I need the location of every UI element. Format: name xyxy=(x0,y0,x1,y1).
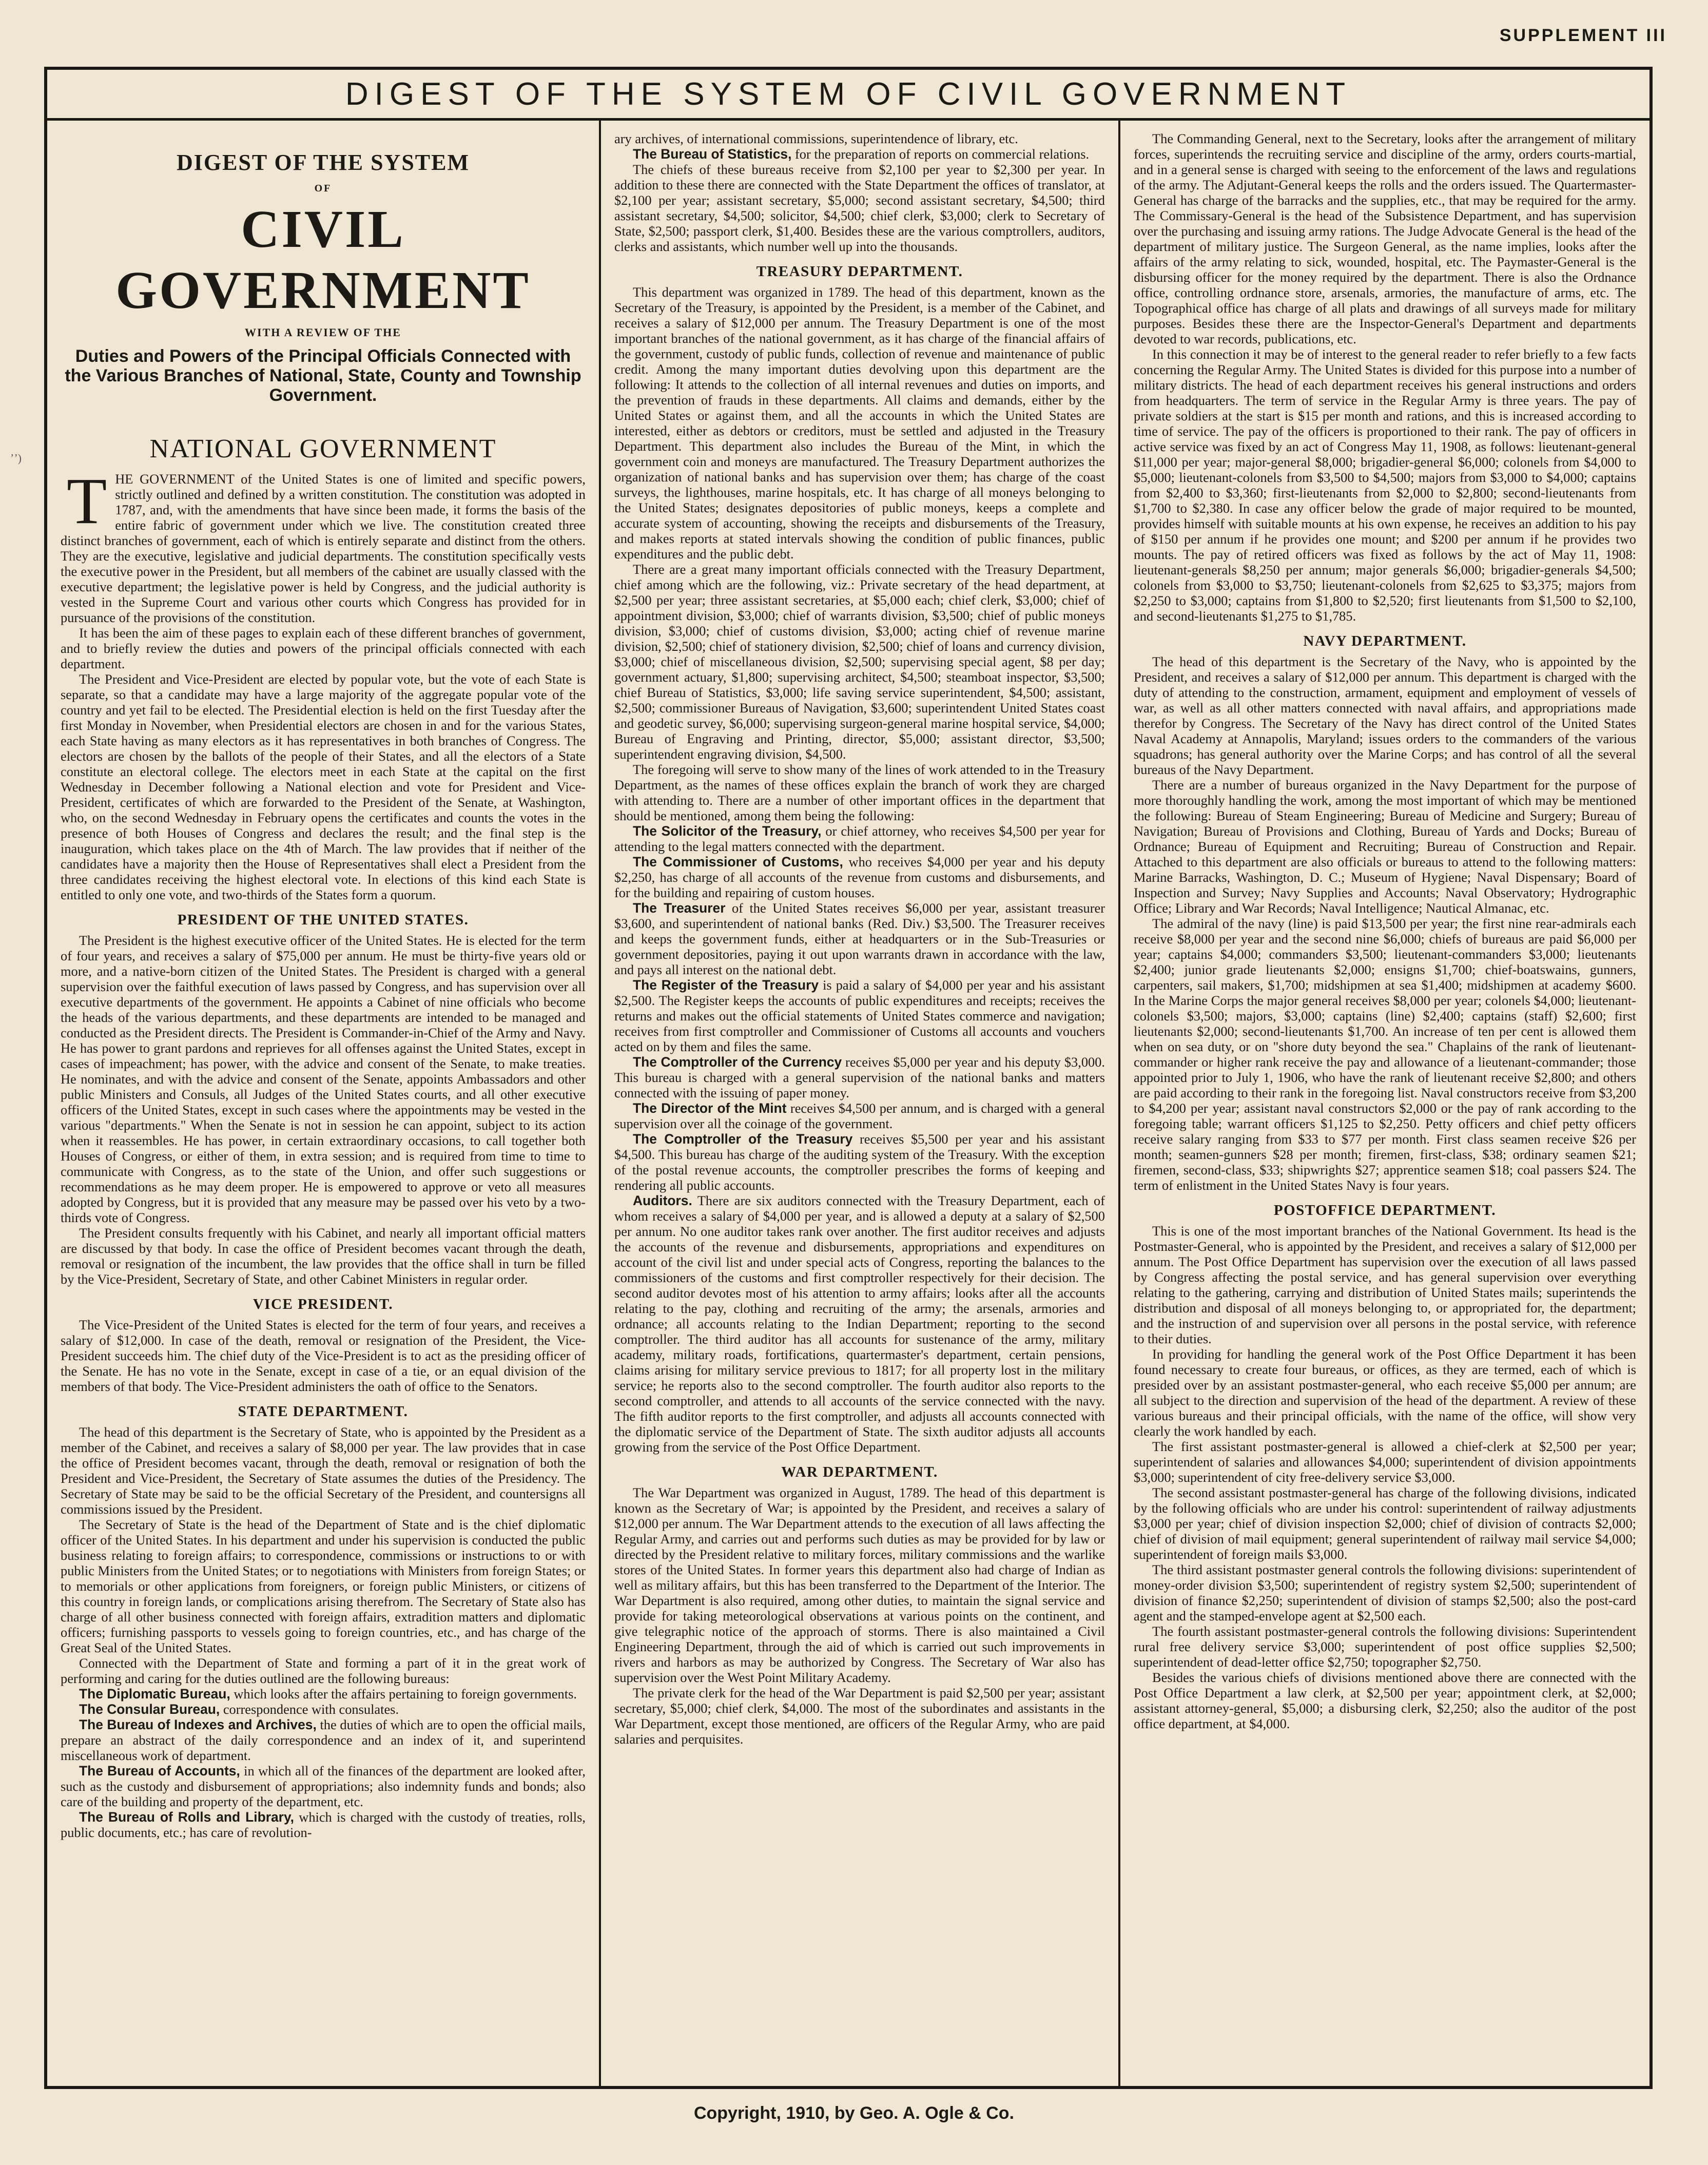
paragraph: ary archives, of international commissions, superintendence of library, etc. xyxy=(614,131,1018,146)
heading-vice-president: VICE PRESIDENT. xyxy=(253,1296,394,1312)
paragraph xyxy=(614,823,1105,854)
bureau-text: which is charged with the custody of treaties, rolls, public documents, etc.; has care of revolution- xyxy=(61,1809,586,1840)
copyright-line: Copyright, 1910, by Geo. A. Ogle & Co. xyxy=(693,2103,1015,2123)
paragraph: In providing for handling the general work of the Post Office Department it has been found necessary to create four bureaus, or offices, as they are termed, each of which is presided over by an assistant postmaster-general, who each receive $5,000 per annum; are all subject to the direction and supervision of the head of the department. A review of these various bureaus and their principal officials, with the name of the office, will show very clearly the work handled by each. xyxy=(1134,1346,1636,1439)
drop-cap: T xyxy=(67,471,107,537)
paragraph: The private clerk for the head of the War Department is paid $2,500 per year; assistant secretary, $5,000; chief clerk, $4,000. The most of the subordinates and assistants in the War Department, except those mentioned, are officers of the Regular Army, who are paid salaries and perquisites. xyxy=(614,1685,1105,1747)
bureau-name: The Consular Bureau, xyxy=(79,1702,220,1717)
bureau-text: for the preparation of reports on commercial relations. xyxy=(791,146,1090,162)
paragraph: There are a great many important officials connected with the Treasury Department, chief among which are the following, viz.: Private secretary of the head department, at $2,500 per year; three assistant secretaries, at $5,000 each; chief clerk, $3,000; chief of appointment division, $3,000; chief of warrants division, $3,500; chief of public moneys division, $3,000; chief of customs division, $3,000; acting chief of revenue marine division, $2,500; chief of stationery division, $2,500; chief of loans and currency division, $3,000; chief of miscellaneous division, $2,500; supervising special agent, $8 per day; government actuary, $1,800; supervising architect, $4,500; steamboat inspector, $3,500; chief Bureau of Statistics, $3,000; life saving service superintendent, $4,500; assistant, $2,500; commissioner Bureaus of Navigation, $3,600; superintendent United States coast and geodetic survey, $6,000; supervising surgeon-general marine hospital service, $4,000; Bureau of Engraving and Printing, director, $5,000; assistant director, $3,500; superintendent engraving division, $4,500. xyxy=(614,562,1105,762)
paragraph: This department was organized in 1789. The head of this department, known as the Secretary of the Treasury, is appointed by the President, is a member of the Cabinet, and receives a salary of $12,000 per annum. The Treasury Department is one of the most important branches of the national government, as it has charge of the financial affairs of the government, custody of public funds, collection of revenue and maintenance of public credit. Among the many important duties devolving upon this department are the following: It attends to the collection of all internal revenues and duties on imports, and the prevention of frauds in these departments. All claims and demands, either by the United States or against them, and all the accounts in which the United States are interested, either as debtors or creditors, must be settled and adjusted in the Treasury Department. This department also includes the Bureau of the Mint, in which the government coin and moneys are manufactured. The Treasury Department authorizes the organization of national banks and has supervision over them; has charge of the coast surveys, the lighthouses, marine hospitals, etc. It has charge of all moneys belonging to the United States; designates depositories of public moneys, keeps a complete and accurate system of accounting, showing the receipts and disbursements of the Treasury, and makes reports at stated intervals showing the condition of public finances, public expenditures and the public debt. xyxy=(614,284,1105,562)
office-text: receives $4,500 per annum, and is charged with a general supervision over all the coinage of the government. xyxy=(614,1100,1105,1131)
office-text: is paid a salary of $4,000 per year and his assistant $2,500. The Register keeps the accounts of public expenditures and receipts; receives the returns and makes out the official statements of United States commerce and navigation; receives from first comptroller and Commissioner of Customs all accounts and vouchers acted on by them and files the same. xyxy=(614,977,1105,1054)
office-text: receives $5,000 per year and his deputy $3,000. This bureau is charged with a general supervision of the national banks and matters connected with the issuing of paper money. xyxy=(614,1054,1105,1100)
column-3 xyxy=(1118,121,1649,2086)
margin-mark: ʼʼ) xyxy=(10,452,22,465)
title-line1: DIGEST OF THE SYSTEM xyxy=(176,150,470,175)
title-of: OF xyxy=(314,183,332,194)
office-text: of the United States receives $6,000 per year, assistant treasurer $3,600, and superintendent of national banks (Red. Div.) $3,500. The Treasurer receives and keeps the government funds, either at headquarters or in the Sub-Treasuries or government depositories, paying it out upon warrants drawn in accordance with the law, and pays all interest on the national debt. xyxy=(614,900,1105,977)
office-text: receives $5,500 per year and his assistant $4,500. This bureau has charge of the auditing system of the Treasury. With the exception of the postal revenue accounts, the comptroller prescribes the forms of keeping and rendering all public accounts. xyxy=(614,1131,1105,1193)
heading-state-department: STATE DEPARTMENT. xyxy=(238,1403,409,1420)
paragraph: The President and Vice-President are elected by popular vote, but the vote of each State is separate, so that a candidate may have a large majority of the aggregate popular vote of the country and yet fail to be elected. The Presidential election is held on the first Tuesday after the first Monday in November, when Presidential electors are chosen in and for the various States, each State having as many electors as it has representatives in both branches of Congress. The electors are chosen by the ballots of the people of their States, and all the electors of a State constitute an electoral college. The electors meet in each State at the capital on the first Wednesday in December following a National election and vote for President and Vice-President, certificates of which are forwarded to the President of the Senate, at Washington, who, on the second Wednesday in February opens the certificates and counts the votes in the presence of both Houses of Congress and declares the result; and the final step is the inauguration, which takes place on the 4th of March. The law provides that if neither of the candidates have a majority then the House of Representatives shall elect a President from the three candidates receiving the highest electoral vote. In elections of this kind each State is entitled to only one vote, and two-thirds of the States form a quorum. xyxy=(61,671,586,902)
bureau-text: correspondence with consulates. xyxy=(220,1702,399,1717)
paragraph: The chiefs of these bureaus receive from $2,100 per year to $2,300 per year. In addition to these there are connected with the State Department the offices of translator, at $2,100 per year; assistant secretary, $5,000; second assistant secretary, $4,500; third assistant secretary, $4,500; solicitor, $4,500; chief clerk, $3,000; clerk to Secretary of State, $2,500; passport clerk, $1,400. Besides these are the various comptrollers, auditors, clerks and assistants, which number well up into the thousands. xyxy=(614,162,1105,254)
bureau-name: The Bureau of Statistics, xyxy=(633,146,792,162)
heading-treasury-department: TREASURY DEPARTMENT. xyxy=(756,263,963,280)
paragraph xyxy=(614,1193,1105,1455)
paragraph: The foregoing will serve to show many of the lines of work attended to in the Treasury Department, as the names of these offices explain the branch of work they are charged with attending to. There are a number of other important offices in the department that should be mentioned, among them being the following: xyxy=(614,762,1105,823)
paragraph xyxy=(61,1763,586,1809)
paragraph: The Secretary of State is the head of the Department of State and is the chief diplomatic officer of the United States. In his department and under his supervision is conducted the public business relating to foreign affairs; to correspondence, commissions or instructions to or with public Ministers from the United States; or to negotiations with Ministers from foreign States; or to memorials or other applications from foreigners, or foreign public Ministers, or citizens of this country in foreign lands, or complications arising therefrom. The Secretary of State also has charge of all other business connected with foreign affairs, extradition matters and diplomatic officers; furnishing passports to vessels going to foreign countries, etc., and has charge of the Great Seal of the United States. xyxy=(61,1517,586,1655)
paragraph: The second assistant postmaster-general has charge of the following divisions, indicated by the following officials who are under his control: superintendent of railway adjustments $3,000 per year; chief of division inspection $2,000; chief of division of contracts $2,000; chief of division of mail equipment; general superintendent of railway mail service $4,000; superintendent of foreign mails $3,000. xyxy=(1134,1485,1636,1562)
paragraph xyxy=(614,1131,1105,1193)
column-1 xyxy=(47,121,599,2086)
heading-war-department: WAR DEPARTMENT. xyxy=(781,1464,938,1480)
paragraph xyxy=(61,1717,586,1763)
title-block xyxy=(61,149,586,464)
title-subtitle: Duties and Powers of the Principal Officials Connected with the Various Branches of National, State, County and Township Government. xyxy=(65,346,581,405)
paragraph: The Vice-President of the United States is elected for the term of four years, and receives a salary of $12,000. In case of the death, removal or resignation of the President, the Vice-President succeeds him. The chief duty of the Vice-President is to act as the presiding officer of the Senate. He has no vote in the Senate, except in case of a tie, or an equal division of the members of that body. The Vice-President administers the oath of office to the Senators. xyxy=(61,1317,586,1394)
office-name: The Treasurer xyxy=(633,900,726,916)
bureau-name: The Bureau of Indexes and Archives, xyxy=(79,1717,317,1732)
paragraph: The fourth assistant postmaster-general controls the following divisions: Superintendent rural free delivery service $3,000; superintendent of post office supplies $2,500; superintendent of dead-letter office $2,750; topographer $2,750. xyxy=(1134,1623,1636,1670)
office-name: The Commissioner of Customs, xyxy=(633,854,843,869)
section-national-government: NATIONAL GOVERNMENT xyxy=(149,434,497,463)
banner-title: DIGEST OF THE SYSTEM OF CIVIL GOVERNMENT xyxy=(47,70,1649,121)
bureau-text: in which all of the finances of the department are looked after, such as the custody and disbursement of appropriations; also indemnity funds and bonds; also care of the building and property of the department, etc. xyxy=(61,1763,586,1809)
supplement-label: SUPPLEMENT III xyxy=(1499,26,1667,45)
office-name: The Register of the Treasury xyxy=(633,977,819,993)
column-2 xyxy=(599,121,1118,2086)
paragraph: Besides the various chiefs of divisions mentioned above there are connected with the Post Office Department a law clerk, at $2,500 per year; appointment clerk, at $2,000; assistant attorney-general, $5,000; a disbursing clerk, $2,250; also the auditor of the post office department, at $4,000. xyxy=(1134,1670,1636,1731)
office-text: There are six auditors connected with the Treasury Department, each of whom receives a salary of $4,000 per year, and is allowed a deputy at a salary of $2,500 per annum. No one auditor takes rank over another. The first auditor receives and adjusts the accounts of the revenue and disbursements, appropriations and expenditures on account of the civil list and under special acts of Congress, reporting the balances to the commissioners of the customs and first comptroller respectively for their decision. The second auditor devotes most of his attention to army affairs; looks after all the accounts relating to the pay, clothing and recruiting of the army; the arsenals, armories and ordnance; all accounts relating to the Indian Department; reporting to the second comptroller. The third auditor has all accounts for sustenance of the army, military academy, military roads, fortifications, quartermaster's department, certain pensions, claims arising for military service previous to 1817; for all property lost in the military service; he reports also to the second comptroller. The fourth auditor also reports to the second comptroller, and attends to all accounts of the service connected with the navy. The fifth auditor reports to the first comptroller, and adjusts all accounts connected with the diplomatic service of the Department of State. The sixth auditor adjusts all accounts growing from the service of the Post Office Department. xyxy=(614,1193,1105,1455)
columns xyxy=(47,121,1649,2086)
office-name: Auditors. xyxy=(633,1193,692,1208)
bureau-name: The Bureau of Rolls and Library, xyxy=(79,1809,294,1825)
office-name: The Solicitor of the Treasury, xyxy=(633,823,822,839)
bureau-name: The Diplomatic Bureau, xyxy=(79,1686,230,1702)
heading-postoffice-department: POSTOFFICE DEPARTMENT. xyxy=(1273,1202,1497,1219)
paragraph: The President consults frequently with his Cabinet, and nearly all important official matters are discussed by that body. In case the office of President becomes vacant through the death, removal or resignation of the incumbent, the law provides that the office shall in turn be filled by the Vice-President, Secretary of State, and other Cabinet Ministers in regular order. xyxy=(61,1225,586,1287)
paragraph xyxy=(614,1100,1105,1131)
paragraph: The head of this department is the Secretary of the Navy, who is appointed by the President, and receives a salary of $12,000 per annum. This department is charged with the duty of attending to the construction, armament, equipment and employment of vessels of war, as well as all other matters connected with naval affairs, and appropriations made therefor by Congress. The Secretary of the Navy has direct control of the United States Naval Academy at Annapolis, Maryland; issues orders to the commanders of the various squadrons; has general authority over the Marine Corps; and has control of all the several bureaus of the Navy Department. xyxy=(1134,654,1636,777)
page-frame xyxy=(44,67,1653,2089)
heading-navy-department: NAVY DEPARTMENT. xyxy=(1303,633,1467,649)
paragraph: The War Department was organized in August, 1789. The head of this department is known as the Secretary of War; is appointed by the President, and receives a salary of $12,000 per annum. The War Department attends to the execution of all laws affecting the Regular Army, and carries out and performs such duties as may be provided for by law or directed by the President relative to military forces, military commissions and the warlike stores of the United States. In former years this department also had charge of Indian as well as military affairs, but this has been transferred to the Department of the Interior. The War Department is also required, among other duties, to maintain the signal service and provide for taking meteorological observations at various points on the continent, and give telegraphic notice of the approach of storms. There is also maintained a Civil Engineering Department, through the aid of which is carried out such improvements in rivers and harbors as may be authorized by Congress. The Secretary of War also has supervision over the West Point Military Academy. xyxy=(614,1485,1105,1685)
paragraph xyxy=(614,146,1105,162)
office-text: who receives $4,000 per year and his deputy $2,250, has charge of all accounts of the revenue from customs and disbursements, and for the building and repairing of custom houses. xyxy=(614,854,1105,900)
paragraph: This is one of the most important branches of the National Government. Its head is the Postmaster-General, who is appointed by the President, and receives a salary of $12,000 per annum. The Post Office Department has supervision over the execution of all laws passed by Congress affecting the postal service, and has general supervision over everything relating to the gathering, carrying and distribution of United States mails; superintends the distribution and disposal of all moneys belonging to, or appropriated for, the department; and the instruction of and supervision over all persons in the postal service, with reference to their duties. xyxy=(1134,1223,1636,1346)
paragraph: The third assistant postmaster general controls the following divisions: superintendent of money-order division $3,500; superintendent of registry system $2,500; superintendent of division of finance $2,250; superintendent of division of stamps $2,500; also the post-card agent and the stamped-envelope agent at $2,500 each. xyxy=(1134,1562,1636,1623)
title-with: WITH A REVIEW OF THE xyxy=(245,326,401,339)
paragraph: The President is the highest executive officer of the United States. He is elected for the term of four years, and receives a salary of $75,000 per annum. He must be thirty-five years old or more, and a native-born citizen of the United States. The President is charged with a general supervision over the faithful execution of laws passed by Congress, and has supervision over all executive departments of the government. He appoints a Cabinet of nine officials who become the heads of the various departments, and these departments are intended to be managed and conducted as the President directs. The President is Commander-in-Chief of the Army and Navy. He has power to grant pardons and reprieves for all offenses against the United States, except in cases of impeachment; has power, with the advice and consent of the Senate, to make treaties. He nominates, and with the advice and consent of the Senate, appoints Ambassadors and other public Ministers and Consuls, all Judges of the United States courts, and all other executive officers of the United States, except in such cases where the appointments may be vested in the various "departments." When the Senate is not in session he can appoint, subject to its action when it reassembles. He has power, in certain extraordinary occasions, to call together both Houses of Congress, or either of them, in extra session; and is required from time to time to communicate with Congress, as to the state of the Union, and offer such suggestions or recommendations as he may deem proper. He is empowered to approve or veto all measures adopted by Congress, but it is provided that any measure may be passed over his veto by a two-thirds vote of Congress. xyxy=(61,933,586,1225)
paragraph xyxy=(614,977,1105,1054)
paragraph xyxy=(61,1809,586,1840)
paragraph: In this connection it may be of interest to the general reader to refer briefly to a few facts concerning the Regular Army. The United States is divided for this purpose into a number of military districts. The head of each department receives his general instructions and orders from headquarters. The term of service in the Regular Army is three years. The pay of private soldiers at the start is $15 per month and rations, and this is increased according to time of service. The pay of the officers is proportioned to their rank. The pay of officers in active service was fixed by an act of Congress May 11, 1908, as follows: lieutenant-general $11,000 per year; major-general $8,000; brigadier-general $6,000; colonels from $4,000 to $5,000; lieutenant-colonels from $3,500 to $4,500; majors from $3,000 to $4,000; captains from $2,400 to $3,360; first-lieutenants from $2,000 to $2,800; second-lieutenants from $1,700 to $2,380. In case any officer below the grade of major required to be mounted, provides himself with suitable mounts at his own expense, he receives an addition to his pay of $150 per annum if he provides one mount; and $200 per annum if he provides two mounts. The pay of retired officers was fixed as follows by the act of May 11, 1908: lieutenant-generals $8,250 per annum; major generals $6,000; brigadier-generals $4,500; colonels from $3,000 to $3,750; lieutenant-colonels from $2,625 to $3,375; majors from $2,250 to $3,000; captains from $1,800 to $2,520; first lieutenants from $1,500 to $2,100, and second-lieutenants $1,275 to $1,785. xyxy=(1134,346,1636,624)
paragraph: The admiral of the navy (line) is paid $13,500 per year; the first nine rear-admirals each receive $8,000 per year and the second nine $6,000; chiefs of bureaus are paid $6,000 per year; captains $4,000; commanders $3,500; lieutenant-commanders $3,000; lieutenants $2,400; junior grade lieutenants $2,000; ensigns $1,700; chief-boatswains, gunners, carpenters, sail makers, $1,700; midshipmen at sea $1,400; midshipmen at academy $600. In the Marine Corps the major general receives $8,000 per year; colonels $4,000; lieutenant-colonels $3,500; majors, $3,000; captains (line) $2,400; captains (staff) $2,600; first lieutenants $2,000; second-lieutenants $1,700. An increase of ten per cent is allowed them when on sea duty, or on "shore duty beyond the sea." Chaplains of the rank of lieutenant-commander or higher rank receive the pay and allowance of a lieutenant-commander; those appointed prior to July 1, 1906, who have the rank of lieutenant receive $2,800; and others are paid according to their rank in the foregoing list. Naval constructors receive from $3,200 to $4,200 per year; assistant naval constructors $2,000 or the pay of rank according to the foregoing table; warrant officers $1,125 to $2,250. Petty officers and chief petty officers receive salary ranging from $33 to $77 per month. First class seamen receive $26 per month; seamen-gunners $28 per month; firemen, first-class, $38; ordinary seamen $21; firemen, second-class, $33; shipwrights $27; apprentice seamen $18; coal passers $24. The term of enlistment in the United States Navy is four years. xyxy=(1134,916,1636,1193)
office-name: The Comptroller of the Treasury xyxy=(633,1131,853,1147)
paragraph: There are a number of bureaus organized in the Navy Department for the purpose of more thoroughly handling the work, among the most important of which may be mentioned the following: Bureau of Steam Engineering; Bureau of Medicine and Surgery; Bureau of Navigation; Bureau of Provisions and Clothing, Bureau of Yards and Docks; Bureau of Ordnance; Bureau of Equipment and Recruiting; Bureau of Construction and Repair. Attached to this department are also officials or bureaus to attend to the following matters: Marine Barracks, Washington, D. C.; Museum of Hygiene; Naval Dispensary; Board of Inspection and Survey; Navy Supplies and Accounts; Naval Observatory; Hydrographic Office; Library and War Records; Naval Intelligence; Nautical Almanac, etc. xyxy=(1134,777,1636,916)
paragraph xyxy=(614,854,1105,900)
paragraph: Connected with the Department of State and forming a part of it in the great work of performing and caring for the duties outlined are the following bureaus: xyxy=(61,1655,586,1686)
paragraph: It has been the aim of these pages to explain each of these different branches of government, and to briefly review the duties and powers of the principal officials connected with each department. xyxy=(61,625,586,671)
bureau-text: which looks after the affairs pertaining to foreign governments. xyxy=(230,1686,577,1702)
paragraph: The first assistant postmaster-general is allowed a chief-clerk at $2,500 per year; superintendent of salaries and allowances $4,000; superintendent of division appointments $3,000; superintendent of city free-delivery service $3,000. xyxy=(1134,1439,1636,1485)
office-text: or chief attorney, who receives $4,500 per year for attending to the legal matters connected with the department. xyxy=(614,823,1105,854)
paragraph: The Commanding General, next to the Secretary, looks after the arrangement of military forces, superintends the recruiting service and discipline of the army, orders courts-martial, and in a general sense is charged with seeing to the enforcement of the laws and regulations of the army. The Adjutant-General keeps the rolls and the orders issued. The Quartermaster-General has charge of the barracks and the supplies, etc., that may be required for the army. The Commissary-General is the head of the Subsistence Department, and has supervision over the purchasing and issuing army rations. The Judge Advocate General is the head of the department of military justice. The Surgeon General, as the name implies, looks after the affairs of the army relating to sick, wounded, hospital, etc. The Paymaster-General is the disbursing officer for the money required by the department. There is also the Ordnance office, controlling ordnance store, arsenals, armories, the manufacture of arms, etc. The Topographical office has charge of all plats and drawings of all surveys made for military purposes. Besides these there are the Inspector-General's Department and departments devoted to war records, publications, etc. xyxy=(1134,131,1636,346)
paragraph xyxy=(614,1054,1105,1100)
paragraph xyxy=(61,1702,586,1717)
paragraph xyxy=(61,1686,586,1702)
office-name: The Director of the Mint xyxy=(633,1100,787,1116)
bureau-name: The Bureau of Accounts, xyxy=(79,1763,240,1779)
paragraph: The head of this department is the Secretary of State, who is appointed by the President as a member of the Cabinet, and receives a salary of $8,000 per year. The law provides that in case the office of President becomes vacant, through the death, removal or resignation of both the President and Vice-President, the Secretary of State assumes the duties of the Presidency. The Secretary of State may be said to be the official Secretary of the President, and countersigns all commissions issued by the President. xyxy=(61,1424,586,1517)
heading-president: PRESIDENT OF THE UNITED STATES. xyxy=(177,912,469,928)
office-name: The Comptroller of the Currency xyxy=(633,1054,842,1070)
intro-paragraph xyxy=(61,471,586,625)
bureau-text: the duties of which are to open the official mails, prepare an abstract of the daily correspondence and an index of it, and superintend miscellaneous work of department. xyxy=(61,1717,586,1763)
paragraph: HE GOVERNMENT of the United States is one of limited and specific powers, strictly outlined and defined by a written constitution. The constitution was adopted in 1787, and, with the amendments that have since been made, it forms the basis of the entire fabric of government under which we live. The constitution created three distinct branches of government, each of which is entirely separate and distinct from the others. They are the executive, legislative and judicial departments. The constitution specifically vests the executive power in the President, but all members of the cabinet are usually classed with the executive department; the legislative power is held by Congress, and the judicial authority is vested in the Supreme Court and various other courts which Congress has provided for in pursuance of the provisions of the constitution. xyxy=(61,471,586,625)
paragraph xyxy=(614,900,1105,977)
title-main: CIVIL GOVERNMENT xyxy=(115,200,531,320)
